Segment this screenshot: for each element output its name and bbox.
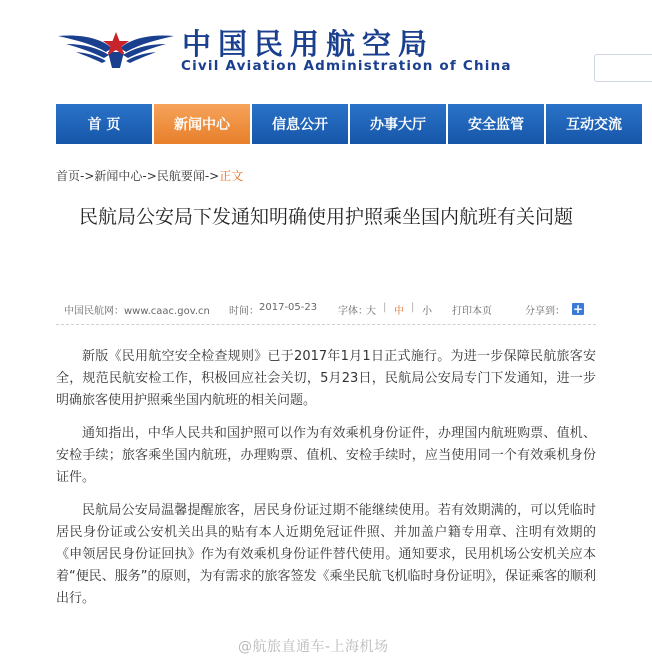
share-plus-icon[interactable]: + (572, 302, 584, 316)
breadcrumb-separator: -> (142, 169, 157, 183)
article-date: 2017-05-23 (259, 302, 318, 313)
breadcrumb-separator: -> (80, 169, 95, 183)
nav-item-interaction[interactable]: 互动交流 (546, 104, 642, 144)
search-input[interactable] (594, 54, 652, 82)
font-size-medium-button[interactable]: 中 (394, 306, 404, 317)
article-paragraph: 通知指出，中华人民共和国护照可以作为有效乘机身份证件，办理国内航班购票、值机、安检手续；旅客乘坐国内航班，办理购票、值机、安检手续时，应当使用同一个有效乘机身份证件。 (56, 426, 596, 485)
nav-item-service-hall[interactable]: 办事大厅 (350, 104, 446, 144)
article-paragraph: 民航局公安局温馨提醒旅客，居民身份证过期不能继续使用。若有效期满的，可以凭临时居民身份证或公安机关出具的贴有本人近期免冠证件照、并加盖户籍专用章、注明有效期的《申领居民身份证回执》作为有效乘机身份证件替代使用。通知要求，民用机场公安机关应本着“便民、服务”的原则，为有需求的旅客签发《乘坐民航飞机临时身份证明》，保证乘客的顺利出行。 (56, 503, 596, 606)
caac-wings-logo-icon[interactable] (56, 22, 176, 72)
breadcrumb (56, 167, 243, 184)
breadcrumb-current: 正文 (219, 169, 244, 183)
breadcrumb-home-link[interactable]: 首页 (56, 169, 81, 183)
article-title: 民航局公安局下发通知明确使用护照乘坐国内航班有关问题 (78, 206, 573, 228)
nav-item-information-disclosure[interactable]: 信息公开 (252, 104, 348, 144)
nav-item-news-center[interactable]: 新闻中心 (154, 104, 250, 144)
site-header (0, 0, 652, 100)
article-meta (56, 302, 596, 318)
breadcrumb-aviation-news-link[interactable]: 民航要闻 (156, 169, 205, 183)
font-size-small-button[interactable]: 小 (422, 306, 432, 317)
breadcrumb-news-center-link[interactable]: 新闻中心 (94, 169, 143, 183)
share-label: 分享到： (525, 306, 565, 317)
time-label: 时间： (229, 306, 259, 317)
font-size-separator: | (411, 302, 415, 313)
font-size-separator: | (383, 302, 387, 313)
breadcrumb-separator: -> (204, 169, 220, 183)
site-title-en: Civil Aviation Administration of China (181, 58, 512, 74)
site-title-cn: 中国民用航空局 (182, 27, 435, 61)
font-size-large-button[interactable]: 大 (366, 306, 376, 317)
article-body (56, 346, 596, 621)
nav-item-home[interactable]: 首 页 (56, 104, 152, 144)
nav-item-safety-supervision[interactable]: 安全监管 (448, 104, 544, 144)
main-nav (56, 104, 652, 144)
article-source: 中国民航网：www.caac.gov.cn (64, 306, 210, 317)
meta-divider (56, 324, 596, 325)
font-size-label: 字体： (338, 306, 368, 317)
print-page-link[interactable]: 打印本页 (452, 306, 492, 317)
article-paragraph: 新版《民用航空安全检查规则》已于2017年1月1日正式施行。为进一步保障民航旅客安全，规范民航安检工作，积极回应社会关切，5月23日，民航局公安局专门下发通知，进一步明确旅客使用护照乘坐国内航班的相关问题。 (56, 349, 596, 408)
weibo-watermark: @航旅直通车-上海机场 (238, 639, 389, 655)
